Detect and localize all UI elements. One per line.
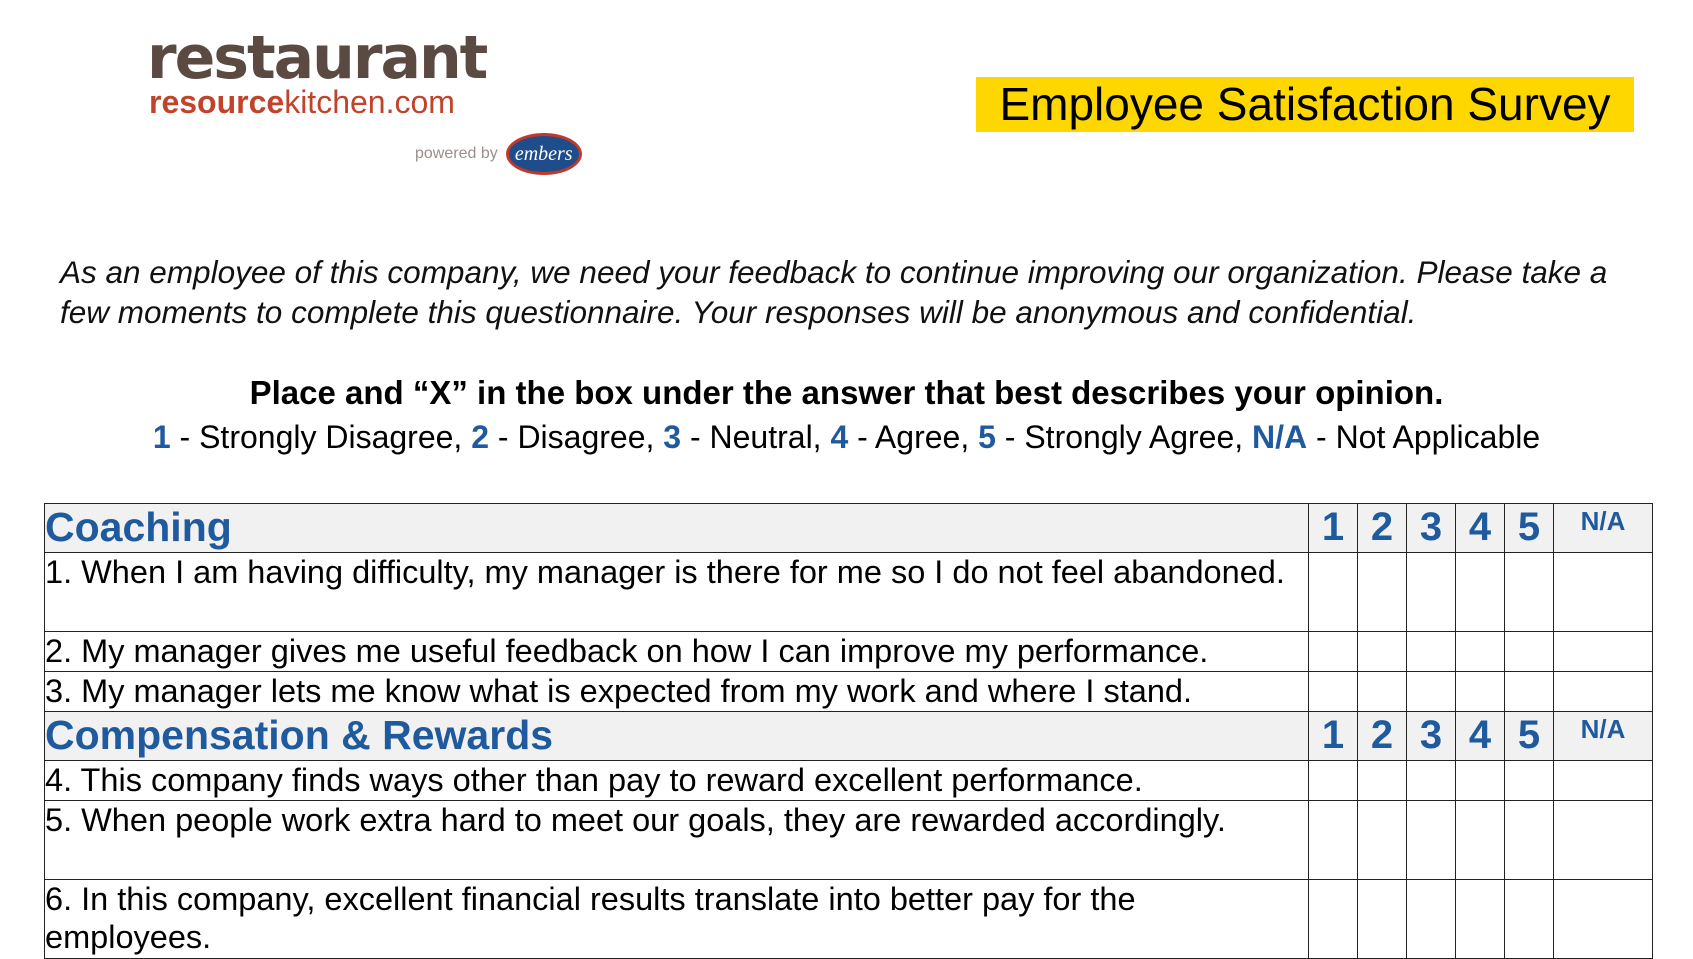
- answer-box-5[interactable]: [1505, 553, 1554, 632]
- answer-box-1[interactable]: [1309, 801, 1358, 880]
- column-header-na: N/A: [1554, 504, 1653, 553]
- answer-box-na[interactable]: [1554, 761, 1653, 801]
- scale-label: - Neutral,: [681, 419, 831, 455]
- column-header-1: 1: [1309, 712, 1358, 761]
- answer-box-2[interactable]: [1358, 553, 1407, 632]
- survey-table: [44, 503, 1653, 959]
- scale-key: 3: [663, 419, 682, 455]
- question-text: 4. This company finds ways other than pay to reward excellent performance.: [45, 761, 1309, 801]
- logo-wordmark: restaurant: [147, 23, 487, 93]
- answer-box-3[interactable]: [1407, 761, 1456, 801]
- section-header-row: [45, 712, 1653, 761]
- scale-key: 2: [471, 419, 489, 455]
- answer-box-3[interactable]: [1407, 880, 1456, 959]
- answer-box-na[interactable]: [1554, 880, 1653, 959]
- column-header-5: 5: [1505, 712, 1554, 761]
- question-text: 1. When I am having difficulty, my manager is there for me so I do not feel abandoned.: [45, 553, 1309, 632]
- section-header-row: [45, 504, 1653, 553]
- scale-key: 1: [152, 419, 171, 455]
- answer-box-3[interactable]: [1407, 632, 1456, 672]
- column-header-4: 4: [1456, 504, 1505, 553]
- question-row: [45, 632, 1653, 672]
- answer-box-2[interactable]: [1358, 632, 1407, 672]
- column-header-na: N/A: [1554, 712, 1653, 761]
- answer-box-5[interactable]: [1505, 672, 1554, 712]
- document-title: Employee Satisfaction Survey: [976, 77, 1634, 132]
- answer-box-5[interactable]: [1505, 801, 1554, 880]
- answer-box-1[interactable]: [1309, 672, 1358, 712]
- answer-box-4[interactable]: [1456, 632, 1505, 672]
- rating-scale-legend: [0, 417, 1693, 457]
- instruction-heading: Place and “X” in the box under the answer that best describes your opinion.: [249, 374, 1444, 411]
- answer-box-na[interactable]: [1554, 801, 1653, 880]
- answer-box-na[interactable]: [1554, 553, 1653, 632]
- column-header-4: 4: [1456, 712, 1505, 761]
- column-header-2: 2: [1358, 504, 1407, 553]
- answer-box-4[interactable]: [1456, 880, 1505, 959]
- scale-label: - Not Applicable: [1307, 419, 1541, 455]
- answer-box-3[interactable]: [1407, 553, 1456, 632]
- answer-box-na[interactable]: [1554, 672, 1653, 712]
- answer-box-4[interactable]: [1456, 801, 1505, 880]
- logo-subtitle-bold: resource: [149, 84, 285, 120]
- intro-paragraph: As an employee of this company, we need your feedback to continue improving our organization. Please take a few moments to complete this questionnaire. Your responses will be anonymous and confidential.: [60, 254, 1608, 330]
- answer-box-2[interactable]: [1358, 761, 1407, 801]
- answer-box-5[interactable]: [1505, 632, 1554, 672]
- column-header-5: 5: [1505, 504, 1554, 553]
- question-row: [45, 761, 1653, 801]
- answer-box-3[interactable]: [1407, 801, 1456, 880]
- answer-box-1[interactable]: [1309, 761, 1358, 801]
- answer-box-na[interactable]: [1554, 632, 1653, 672]
- scale-label: - Strongly Disagree,: [170, 419, 472, 455]
- answer-box-2[interactable]: [1358, 880, 1407, 959]
- answer-box-5[interactable]: [1505, 761, 1554, 801]
- question-text: 3. My manager lets me know what is expected from my work and where I stand.: [45, 672, 1309, 712]
- scale-label: - Disagree,: [489, 419, 664, 455]
- question-row: [45, 880, 1653, 959]
- scale-key: 5: [978, 419, 996, 455]
- question-text: 5. When people work extra hard to meet our goals, they are rewarded accordingly.: [45, 801, 1309, 880]
- question-row: [45, 672, 1653, 712]
- answer-box-4[interactable]: [1456, 672, 1505, 712]
- answer-box-1[interactable]: [1309, 553, 1358, 632]
- logo-subtitle-light: kitchen.com: [284, 84, 455, 120]
- column-header-2: 2: [1358, 712, 1407, 761]
- answer-box-2[interactable]: [1358, 672, 1407, 712]
- answer-box-5[interactable]: [1505, 880, 1554, 959]
- section-title: Coaching: [45, 504, 1309, 553]
- answer-box-1[interactable]: [1309, 632, 1358, 672]
- column-header-1: 1: [1309, 504, 1358, 553]
- embers-badge-icon: embers: [506, 133, 582, 175]
- answer-box-4[interactable]: [1456, 761, 1505, 801]
- scale-label: - Strongly Agree,: [995, 419, 1253, 455]
- scale-key: 4: [830, 419, 849, 455]
- powered-by-text: powered by: [415, 145, 498, 162]
- question-row: [45, 553, 1653, 632]
- logo-subtitle: [149, 86, 455, 118]
- powered-by: [415, 133, 582, 175]
- answer-box-3[interactable]: [1407, 672, 1456, 712]
- answer-box-2[interactable]: [1358, 801, 1407, 880]
- scale-label: - Agree,: [848, 419, 979, 455]
- section-title: Compensation & Rewards: [45, 712, 1309, 761]
- answer-box-4[interactable]: [1456, 553, 1505, 632]
- column-header-3: 3: [1407, 712, 1456, 761]
- company-logo: [147, 23, 607, 178]
- question-text: 2. My manager gives me useful feedback on how I can improve my performance.: [45, 632, 1309, 672]
- scale-key: N/A: [1252, 419, 1308, 455]
- answer-box-1[interactable]: [1309, 880, 1358, 959]
- question-row: [45, 801, 1653, 880]
- question-text: 6. In this company, excellent financial results translate into better pay for the employees.: [45, 880, 1309, 959]
- column-header-3: 3: [1407, 504, 1456, 553]
